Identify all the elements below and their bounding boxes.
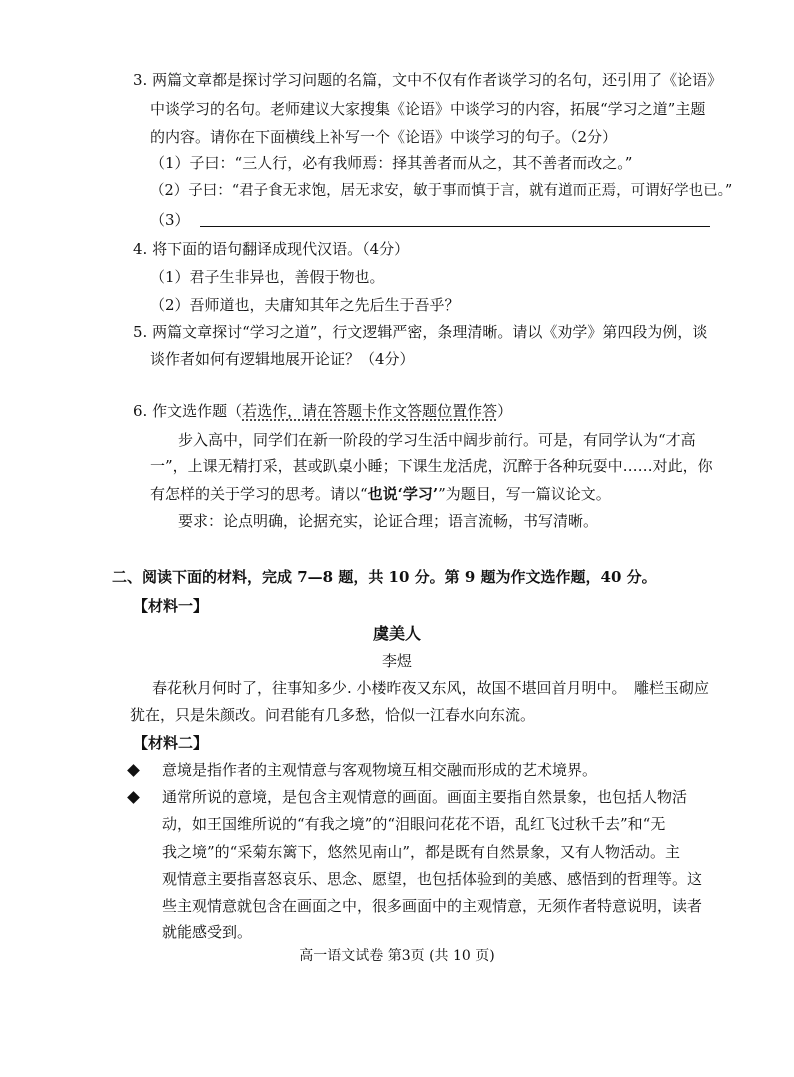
- q6-title-suffix: ）: [497, 402, 513, 420]
- q4-title: 4. 将下面的语句翻译成现代汉语。（4分）: [133, 240, 410, 258]
- section-2-heading: 二、阅读下面的材料，完成 7—8 题，共 10 分。第 9 题为作文选作题，40 分。: [112, 568, 657, 586]
- q6-para-line-2: 一”，上课无精打采，甚或趴桌小睡；下课生龙活虎，沉醉于各种玩耍中……对此，你: [150, 457, 713, 475]
- q5-line-1: 5. 两篇文章探讨“学习之道”，行文逻辑严密，条理清晰。请以《劝学》第四段为例，谈: [133, 323, 708, 341]
- poem-line-2: 犹在，只是朱颜改。问君能有几多愁，恰似一江春水向东流。: [130, 706, 536, 724]
- material-1-label: 【材料一】: [133, 597, 209, 615]
- q6-para-line-3: [150, 484, 611, 504]
- material-2-bullet-2-line-4: 观情意主要指喜怒哀乐、思念、愿望，也包括体验到的美感、感悟到的哲理等。这: [162, 870, 703, 888]
- material-2-bullet-1: 意境是指作者的主观情意与客观物境互相交融而形成的艺术境界。: [162, 761, 598, 779]
- q6-para-line-3c: ”为题目，写一篇议论文。: [438, 485, 611, 503]
- answer-blank-line[interactable]: [200, 212, 710, 227]
- q3-item-2: （2）子曰：“君子食无求饱，居无求安，敏于事而慎于言，就有道而正焉，可谓好学也已。”: [150, 183, 733, 199]
- material-2-bullet-2-line-6: 就能感受到。: [162, 923, 253, 941]
- q3-item-3: [150, 210, 710, 230]
- q6-requirement: 要求：论点明确，论据充实，论证合理；语言流畅，书写清晰。: [178, 512, 599, 530]
- q3-line-1: 3. 两篇文章都是探讨学习问题的名篇，文中不仅有作者谈学习的名句，还引用了《论语》: [133, 71, 723, 89]
- poem-title: 虞美人: [372, 624, 421, 643]
- q6-para-line-1: 步入高中，同学们在新一阶段的学习生活中阔步前行。可是，有同学认为“才高: [178, 431, 696, 449]
- material-2-bullet-2-line-5: 些主观情意就包含在画面之中，很多画面中的主观情意，无须作者特意说明，读者: [162, 897, 703, 915]
- material-2-bullet-2-line-2: 动，如王国维所说的“有我之境”的“泪眼问花花不语，乱红飞过秋千去”和“无: [162, 815, 666, 833]
- material-2-label: 【材料二】: [133, 734, 209, 752]
- q6-essay-title: 也说‘学习’: [367, 485, 439, 503]
- bullet-diamond-icon: [127, 791, 140, 804]
- q6-para-line-3a: 有怎样的关于学习的思考。请以“: [150, 485, 368, 503]
- poem-author: 李煜: [381, 652, 412, 670]
- q4-item-1: （1）君子生非异也，善假于物也。: [150, 268, 385, 286]
- material-2-bullet-2-line-1: 通常所说的意境，是包含主观情意的画面。画面主要指自然景象，也包括人物活: [162, 788, 688, 806]
- q5-line-2: 谈作者如何有逻辑地展开论证？（4分）: [150, 350, 415, 368]
- q3-item-1: （1）子曰：“三人行，必有我师焉：择其善者而从之，其不善者而改之。”: [150, 154, 633, 172]
- q3-line-3: 的内容。请你在下面横线上补写一个《论语》中谈学习的句子。（2分）: [150, 128, 618, 146]
- q6-title-note: 若选作，请在答题卡作文答题位置作答: [242, 402, 498, 420]
- q3-line-2: 中谈学习的名句。老师建议大家搜集《论语》中谈学习的内容，拓展“学习之道”主题: [150, 100, 706, 118]
- q6-title-prefix: 6. 作文选作题（: [133, 402, 243, 420]
- poem-line-1: 春花秋月何时了，往事知多少. 小楼昨夜又东风，故国不堪回首月明中。 雕栏玉砌应: [152, 679, 710, 697]
- bullet-diamond-icon: [127, 764, 140, 777]
- q3-item-3-label: （3）: [150, 211, 190, 229]
- q6-title: [133, 401, 512, 421]
- material-2-bullet-2-line-3: 我之境”的“采菊东篱下，悠然见南山”，都是既有自然景象，又有人物活动。主: [162, 843, 681, 861]
- page-footer: 高一语文试卷 第3页 (共 10 页): [299, 948, 495, 964]
- q4-item-2: （2）吾师道也，夫庸知其年之先后生于吾乎？: [150, 296, 460, 314]
